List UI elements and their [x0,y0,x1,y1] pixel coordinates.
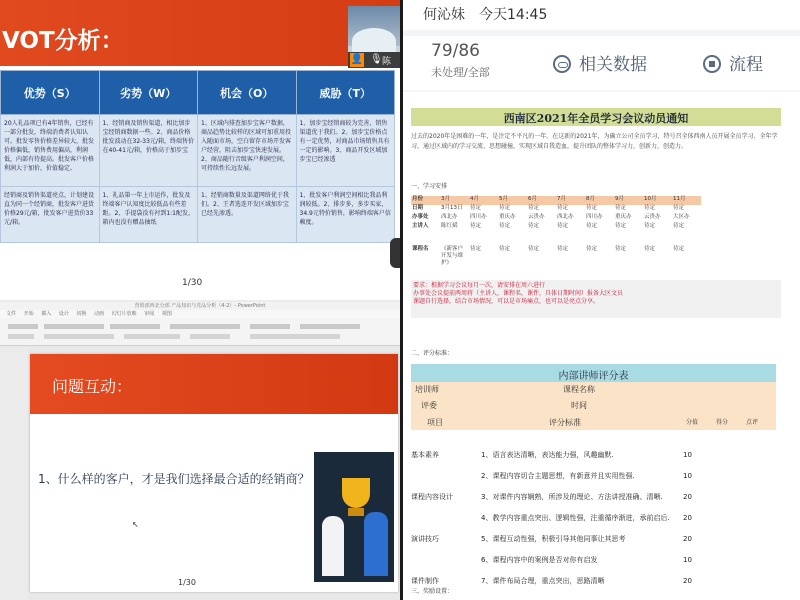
question-text: 1、什么样的客户，才是我们选择最合适的经销商？ [38,472,310,486]
trophy-illustration [314,452,394,582]
score-table-title: 内部讲师评分表 [558,371,629,382]
table-row: 4、教学内容重点突出、逻辑性强，注重循序渐进，承前启后. 20 [481,513,692,522]
message-viewer [403,0,800,600]
document-image [403,92,800,600]
powerpoint-window [0,302,400,600]
table-row: 基本素养 1、语言表达清晰，表达能力强，风趣幽默. 10 [411,450,692,459]
swot-slide-view [0,0,400,302]
window-title: 营销部西北分部 产品知识与竞品分析（4-2）- PowerPoint [0,302,400,310]
score-header: 得分 [716,419,729,426]
swot-slide [0,0,400,300]
link-icon [553,55,571,73]
requirement-note-box [411,280,781,318]
tab-review[interactable]: 审阅 [144,311,155,317]
criteria-table [411,444,776,591]
schedule-table [411,196,701,276]
action-bar [403,36,800,90]
document-intro: 过去的2020年是困难的一年，是注定不平凡的一年。在这新的2021年，为确立公司全员学习，特号召全体西南人员开展全员学习、全年学习，通过区域内的学习交流、思想碰撞，实现区域自我造血，提升团队的整体学习力，创新力，创造力。 [411,133,778,150]
tab-view[interactable]: 视图 [161,311,172,317]
table-row: 日期 3月13日 待定 待定 待定 待定 待定 待定 待定 待定 [412,205,685,211]
header-threat: 威胁（T） [296,71,395,115]
trophy-icon [342,478,370,508]
tab-slideshow[interactable]: 幻灯片放映 [111,311,137,317]
slide-page-indicator: 1/30 [178,578,196,587]
trainer-label: 培训师 [415,385,439,394]
workflow-label: 流程 [729,55,763,75]
table-row: 2、课程内容切合主题思想，有新意并且实用性强. 10 [481,471,692,480]
table-row: 课程内容设计 3、对课件内容娴熟，所涉及的理论、方法讲授准确、清晰. 20 [411,492,692,501]
slide-title: VOT分析： [2,28,124,54]
points-header: 分值 [686,419,699,426]
ribbon-tabs [0,310,400,318]
score-table-title-band [411,364,776,382]
table-cell: 1、经销商数量及渠道网络优于我们。2、王者选连开发区域加步宝已经先渗透。 [198,187,297,243]
next-slide-handle[interactable] [390,238,400,268]
table-cell: 1、经销商及销售渠道，相比加步宝经销商数据一些。2、商品价格批发波动在32-33元/箱，终端售价在40-41元/箱，价格高于加步宝 [99,115,198,187]
swot-table [0,70,395,243]
table-cell: 1、区域内排查加步宝客户数据，商品趋势比较样的区域可加重用投入随面市场，空白留存市场开发客户经营，阻击加步宝快速发展。2、商品随行音级客户利润空间，可持续性长远发展。 [198,115,297,187]
table-row: 课件制作 7、课件布局合理，重点突出，思路清晰 20 [411,576,692,585]
section-heading: 三、奖励设置： [411,588,454,595]
workflow-button[interactable] [703,50,763,75]
table-cell: 1、批发客户利润空间相比我品利润较低。2、排步多，多步买家，34.9元特价销售，影响终端客户信赖度。 [296,187,395,243]
table-cell: 20人礼品项已有4年销售，已经有一部分批发，终端消费者认知认可。批发零售价格差异较大，批发价格偏低，销售费用偏高，利润低，内部有待提高。批发客户价格利润大于加价，价值稳定。 [1,115,100,187]
pending-count[interactable]: 79/86 [431,41,480,61]
document-title: 西南区2021年全员学习会议动员通知 [503,112,689,125]
tab-insert[interactable]: 插入 [41,311,52,317]
table-row: 6、课程内容中的案例是否对你有启发 10 [481,555,692,564]
table-row: 演讲技巧 5、课程互动性强，积极引导其他同事让其思考 20 [411,534,692,543]
requirement-note: 要求：根据学习会议每月一次，请安排在周六进行 办事处会议提前两周将（主讲人，课程名，课件，具体日期时间）报备大区文员 课题自行选择，结合市场情况，可以是市场痛点，也可以是亮点分享。 [413,282,624,305]
section-heading: 一、学习安排 [411,183,448,190]
tab-design[interactable]: 设计 [58,311,69,317]
related-data-label: 相关数据 [579,55,647,75]
course-name-label: 课程名称 [563,385,595,394]
participant-video-tile[interactable] [348,6,400,68]
tab-file[interactable]: 文件 [6,311,17,317]
slide-page-indicator: 1/30 [182,278,203,288]
section-heading: 二、评分标准： [411,350,454,357]
table-row: 主讲人 陈红斌 待定 待定 待定 待定 待定 待定 待定 待定 [412,223,685,229]
reviewer-label: 评委 [421,401,437,410]
participant-name: 陈 [382,57,392,67]
microphone-icon: 🎙 [370,54,383,65]
related-data-button[interactable] [553,50,647,75]
send-time: 今天14:45 [479,7,548,23]
pending-count-label: 未处理/全部 [431,66,490,79]
table-cell: 1、礼品第一年上市运作，批发及终端客户认知度比较低品有些差距。2、手提袋没有衬到1:1配发，箱内也没有赠品抽纸 [99,187,198,243]
ribbon-toolbar[interactable] [0,318,400,346]
user-icon: 👤 [350,54,364,65]
comment-header: 点评 [746,419,759,426]
table-row [1,115,395,187]
table-cell: 经销商及销售渠道亮点，计划建设直为同一个经销商，批发客户进货价格29元/箱，批发客户进货价33元/箱。 [1,187,100,243]
header-opportunity: 机会（O） [198,71,297,115]
header-strength: 优势（S） [1,71,100,115]
message-header [403,0,800,30]
header-weakness: 劣势（W） [99,71,198,115]
standard-label: 评分标准 [549,418,581,427]
sender-name: 何沁妹 [423,7,465,23]
table-row: 月份 3月 4月 5月 6月 7月 8月 9月 10月 11月 [411,196,701,205]
slide-title: 问题互动： [52,377,133,396]
table-row: 办事处 西北办 四川办 重庆办 云贵办 西北办 四川办 重庆办 云贵办 大区办 [412,214,690,220]
mouse-cursor-icon: ↖ [132,520,139,529]
item-label: 项目 [427,418,443,427]
tab-home[interactable]: 开始 [23,311,34,317]
table-row [1,187,395,243]
tab-animations[interactable]: 动画 [94,311,105,317]
table-cell: 1、加步宝经销商较为完善，销售渠道优于我们。2、加步宝价格点有一定优势，对商品市场销售具有一定的影响。3、商品开发区域加步宝已经渗透 [296,115,395,187]
slide-thumbnail-pane[interactable] [0,347,28,600]
document-title-band [411,108,781,126]
tab-transitions[interactable]: 切换 [76,311,87,317]
question-slide [30,354,398,592]
time-label: 时间 [571,401,587,410]
table-row: 课程名 《新客户开发与维护》 待定 待定 待定 待定 待定 待定 待定 待定 [412,246,685,266]
workflow-icon [703,55,721,73]
